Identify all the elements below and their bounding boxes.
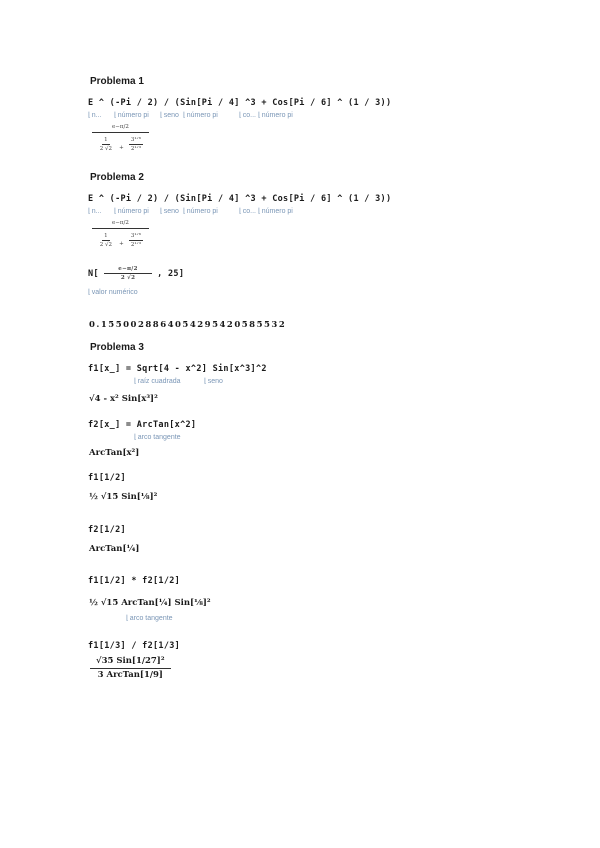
fraction-numerator: 1 [104,137,108,143]
p3-f1-definition[interactable]: f1[x_] = Sqrt[4 - x^2] Sin[x^3]^2 [88,364,267,374]
p3-product-output: ½ √15 ArcTan[¼] Sin[⅛]² [89,598,211,608]
p2-output [92,220,149,249]
hint-label[interactable]: ⌊ n... [88,207,101,215]
hint-label[interactable]: ⌊ n... [88,111,101,119]
fraction-denominator: 2¹ᐟ³ [130,146,142,152]
hint-arco-tangente[interactable]: ⌊ arco tangente [126,614,173,622]
hint-label[interactable]: ⌊ seno [160,111,179,119]
p3-f2-output: ArcTan[x²] [89,448,140,458]
hint-label[interactable]: ⌊ número pi [114,207,149,215]
hint-arco-tangente[interactable]: ⌊ arco tangente [134,433,181,441]
fraction-numerator: 1 [104,233,108,239]
fraction-denominator: 2 √2 [99,242,113,248]
hint-label[interactable]: ⌊ número pi [183,207,218,215]
hint-label[interactable]: ⌊ número pi [183,111,218,119]
hint-label[interactable]: ⌊ co... [239,111,256,119]
p3-f2-definition[interactable]: f2[x_] = ArcTan[x^2] [88,420,197,430]
p2-n-input[interactable] [88,266,184,281]
section-title-problema-2: Problema 2 [90,172,144,183]
p3-f2-half-output: ArcTan[¼] [89,544,140,554]
n-function-suffix: , 25] [157,269,185,279]
p3-product-input[interactable]: f1[1/2] * f2[1/2] [88,576,181,586]
plus-sign: + [119,241,124,247]
p2-input-expression[interactable]: E ^ (-Pi / 2) / (Sin[Pi / 4] ^3 + Cos[Pi / 6] ^ (1 / 3)) [88,194,392,204]
p1-output-numerator: e−π/2 [92,124,149,133]
p3-quotient-output [90,656,171,680]
n-function-prefix: N[ [88,269,99,279]
hint-label[interactable]: ⌊ número pi [114,111,149,119]
p1-input-expression[interactable]: E ^ (-Pi / 2) / (Sin[Pi / 4] ^3 + Cos[Pi / 6] ^ (1 / 3)) [88,98,392,108]
hint-label[interactable]: ⌊ seno [160,207,179,215]
section-title-problema-3: Problema 3 [90,342,144,353]
hint-raiz-cuadrada[interactable]: ⌊ raíz cuadrada [134,377,181,385]
fraction-numerator: e−π/2 [104,266,151,274]
fraction-denominator: 3 ArcTan[1/9] [97,670,163,680]
p3-f1-half-output: ½ √15 Sin[⅛]² [89,492,158,502]
hint-label[interactable]: ⌊ número pi [258,207,293,215]
p3-f2-half-input[interactable]: f2[1/2] [88,525,126,535]
p2-n-hint[interactable]: ⌊ valor numérico [88,288,138,296]
p3-quotient-input[interactable]: f1[1/3] / f2[1/3] [88,641,181,651]
plus-sign: + [119,145,124,151]
p3-f1-half-input[interactable]: f1[1/2] [88,473,126,483]
section-title-problema-1: Problema 1 [90,76,144,87]
hint-label[interactable]: ⌊ co... [239,207,256,215]
fraction-denominator: 2¹ᐟ³ [130,242,142,248]
fraction-numerator: √35 Sin[1/27]² [90,656,171,669]
fraction-denominator: 2 √2 [99,146,113,152]
p2-output-numerator: e−π/2 [92,220,149,229]
fraction-denominator: 2 √2 [120,275,136,281]
fraction-numerator: 3¹ᐟ⁶ [130,233,142,239]
fraction-numerator: 3¹ᐟ⁶ [130,137,142,143]
hint-seno[interactable]: ⌊ seno [204,377,223,385]
p2-n-result: 0.1550028864054295420585532 [89,320,287,330]
p3-f1-output: √4 - x² Sin[x³]² [89,394,158,404]
p1-output [92,124,149,153]
hint-label[interactable]: ⌊ número pi [258,111,293,119]
